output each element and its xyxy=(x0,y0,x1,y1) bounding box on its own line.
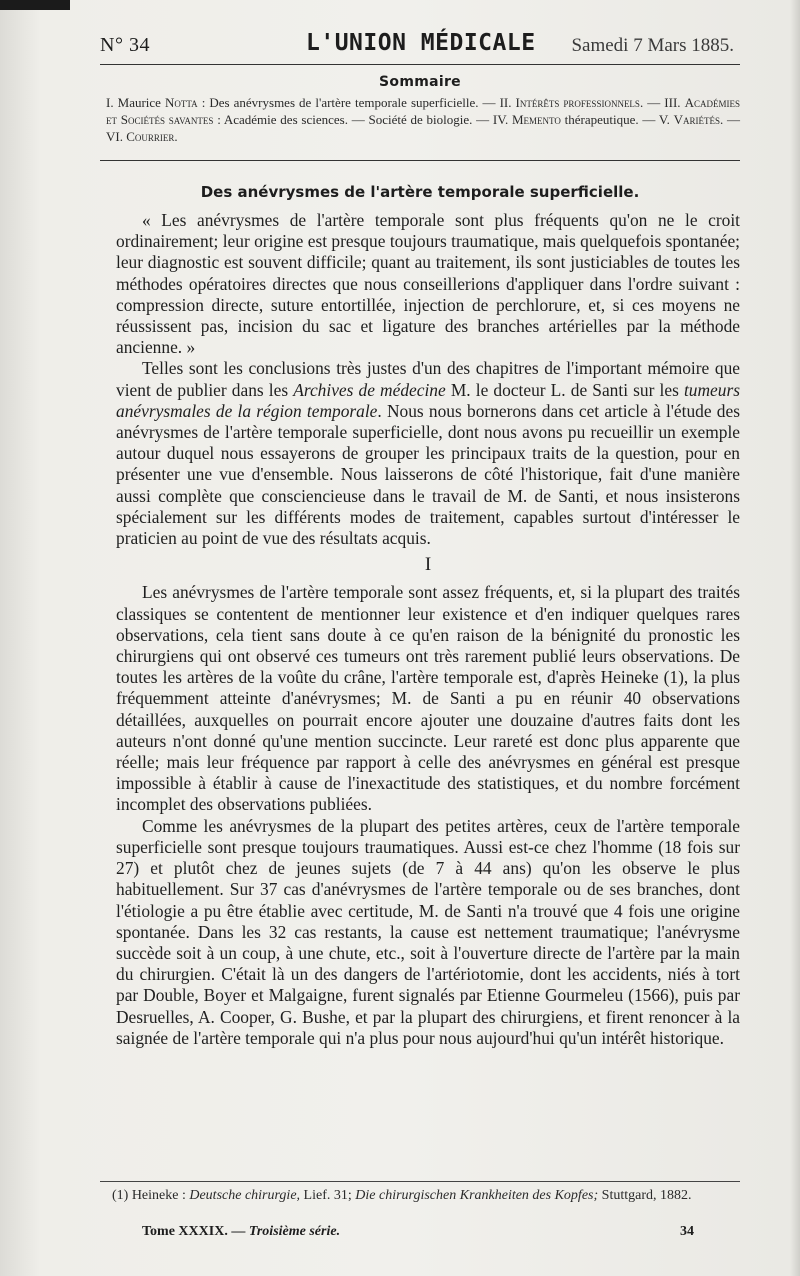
sommaire-contents xyxy=(106,94,740,145)
page-header xyxy=(100,30,740,60)
paragraph: Telles sont les conclusions très justes d'un des chapitres de l'important mémoire que vient de publier dans les Archives de médecine M. le docteur L. de Santi sur les tumeurs anévrysmales de la région temporale. Nous nous bornerons dans cet article à l'étude des anévrysmes de l'artère temporale superficielle, dont nous avons pu recueillir un exemple autour duquel nous essayerons de grouper les principaux traits de la question, pour en présenter une vue d'ensemble. Nous laisserons de côté l'historique, fait d'une manière aussi complète que consciencieuse dans le travail de M. de Santi, et nous insisterons spécialement sur les différents modes de traitement, capables surtout d'intéresser le praticien au point de vue des résultats acquis. xyxy=(116,358,740,549)
issue-number: N° 34 xyxy=(100,34,150,56)
sommaire-title: Sommaire xyxy=(379,74,461,90)
sommaire-section-label: Variétés. xyxy=(673,112,724,127)
section-number: I xyxy=(424,554,432,576)
sommaire-text: — VI. xyxy=(106,112,741,144)
sommaire-text: thérapeutique. — V. xyxy=(560,112,674,127)
sommaire-rule xyxy=(100,160,740,161)
footnote: (1) Heineke : Deutsche chirurgie, Lief. 31; Die chirurgischen Krankheiten des Kopfes; Stuttgard, 1882. xyxy=(112,1188,692,1203)
paragraph: Comme les anévrysmes de la plupart des petites artères, ceux de l'artère temporale superficielle sont presque toujours traumatiques. Aussi est-ce chez l'homme (18 fois sur 27) et plutôt chez de jeunes sujets (de 7 à 44 ans) qu'on les observe le plus habituellement. Sur 37 cas d'anévrysmes de l'artère temporale ou de ses branches, dont l'étiologie a pu être établie avec certitude, M. de Santi n'a trouvé que 4 fois une origine spontanée. Dans les 32 cas restants, la cause est nettement traumatique; l'anévrysme succède soit à un coup, à une chute, etc., soit à l'ouverture directe de l'artère par la main du chirurgien. C'était là un des dangers de l'artériotomie, dont les accidents, niés à tort par Double, Boyer et Malgaigne, furent signalés par Etienne Gourmeleu (1566), puis par Desruelles, A. Cooper, G. Bushe, et par la plupart des chirurgiens, et firent renoncer à la saignée de l'artère temporale qui n'a plus pour nous aujourd'hui qu'un intérêt historique. xyxy=(116,815,740,1048)
sommaire-author-last: Notta xyxy=(165,95,198,110)
page-footer xyxy=(100,1224,740,1242)
paragraph: « Les anévrysmes de l'artère temporale sont plus fréquents qu'on ne le croit ordinairement; leur origine est presque toujours traumatique, mais quelquefois spontanée; leur diagnostic est souvent difficile; quant au traitement, ils sont justiciables de toutes les méthodes opératoires directes que nous conseillerions d'appliquer dans l'ordre suivant : compression directe, suture entortillée, injection de perchlorure, et, si ces moyens ne réussissent pas, incision du sac et ligature des branches artérielles par la méthode ancienne. » xyxy=(116,210,740,358)
page-number: 34 xyxy=(680,1224,694,1239)
sommaire-item-number: II. xyxy=(499,95,516,110)
sommaire-section-label: Memento xyxy=(511,112,561,127)
sommaire-item-number: I. xyxy=(106,95,118,110)
sommaire-section-label: Académies et Sociétés savantes xyxy=(106,95,740,127)
cited-memoir: tumeurs anévrysmales de la région temporale xyxy=(116,379,740,421)
issue-date: Samedi 7 Mars 1885. xyxy=(571,35,734,56)
paragraph: Les anévrysmes de l'artère temporale sont assez fréquents, et, si la plupart des traités classiques se contentent de mentionner leur existence et d'en indiquer quelques rares observations, cela tient sans doute à ce qu'en raison de la bénignité du pronostic les chirurgiens qui ont observé ces tumeurs ont très rarement publié leurs observations. De toutes les artères de la voûte du crâne, l'artère temporale est, d'après Heineke (1), la plus fréquemment atteinte d'anévrysmes; M. de Santi a pu en réunir 40 observations détaillées, auxquelles on pourrait encore ajouter une douzaine d'autres faits dont les auteurs n'ont donné qu'une mention succincte. Leur rareté est donc plus apparente que réelle; mais leur fréquence par rapport à celle des anévrysmes en général est presque impossible à établir à cause de l'inexactitude des statistiques, et du nombre forcément incomplet des observations publiées. xyxy=(116,582,740,815)
cited-journal: Archives de médecine xyxy=(293,379,446,400)
volume-info: Tome XXXIX. — Troisième série. xyxy=(142,1224,341,1239)
journal-title: L'UNION MÉDICALE xyxy=(306,30,536,56)
binding-shadow xyxy=(0,0,70,10)
sommaire-section-label: Courrier. xyxy=(126,129,178,144)
sommaire-section-label: Intérêts professionnels. xyxy=(515,95,644,110)
sommaire-article-title: : Des anévrysmes de l'artère temporale superficielle. — xyxy=(197,95,500,110)
sommaire-text: : Académie des sciences. — Société de biologie. — IV. xyxy=(213,112,512,127)
header-rule xyxy=(100,64,740,65)
article-body xyxy=(116,210,740,1049)
article-title: Des anévrysmes de l'artère temporale superficielle. xyxy=(200,183,640,201)
sommaire-author-first: Maurice xyxy=(117,95,165,110)
footnote-rule xyxy=(100,1181,740,1182)
sommaire-separator: — III. xyxy=(643,95,685,110)
